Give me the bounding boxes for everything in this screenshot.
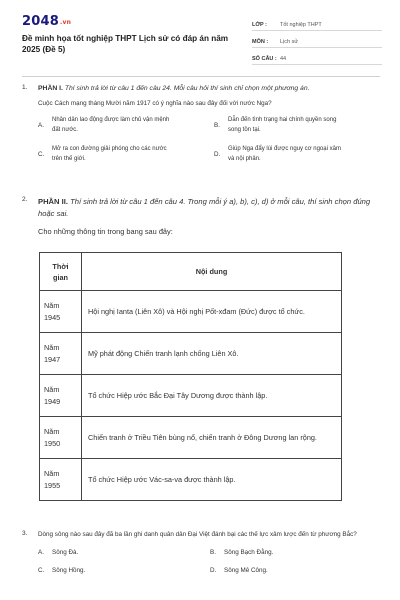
part-label: PHẦN II. xyxy=(38,197,68,206)
option-letter: B. xyxy=(210,548,216,556)
option-text: Sông Mê Công. xyxy=(224,566,268,574)
question-number: 1. xyxy=(22,84,28,91)
meta-row-subject xyxy=(252,31,382,48)
meta-value: Lịch sử xyxy=(280,39,299,45)
time-year: 1949 xyxy=(44,396,61,406)
table-row xyxy=(40,333,342,375)
table-row xyxy=(40,417,342,459)
option-text: Nhân dân lao động được làm chủ vận mệnh đất nước. xyxy=(52,117,170,133)
option-a[interactable] xyxy=(38,549,210,556)
logo-suffix: .vn xyxy=(59,19,72,26)
events-table xyxy=(39,252,342,501)
option-text: Sông Bạch Đằng. xyxy=(224,548,274,556)
meta-value: 44 xyxy=(280,56,287,62)
option-a[interactable] xyxy=(38,116,204,135)
document-title: Đề minh họa tốt nghiệp THPT Lịch sử có đáp án năm 2025 (Đề 5) xyxy=(22,34,229,54)
meta-row-count xyxy=(252,48,382,65)
row-content: Hội nghị Ianta (Liên Xô) và Hội nghị Pốt-xđam (Đức) được tổ chức. xyxy=(82,291,342,333)
exam-meta xyxy=(252,14,382,65)
row-time xyxy=(40,333,82,375)
option-d[interactable] xyxy=(210,567,370,574)
option-text: Sông Đà. xyxy=(52,548,79,556)
header-content: Nội dung xyxy=(82,253,342,291)
option-d[interactable] xyxy=(214,145,380,164)
option-c[interactable] xyxy=(38,567,210,574)
table-header-row xyxy=(40,253,342,291)
header-divider xyxy=(22,76,380,77)
table-intro: Cho những thông tin trong bang sau đây: xyxy=(38,227,173,236)
question-2 xyxy=(22,196,380,236)
question-number: 3. xyxy=(22,530,28,537)
time-year: 1950 xyxy=(44,438,61,448)
part-instruction xyxy=(38,84,380,94)
option-letter: C. xyxy=(38,566,45,574)
table-row xyxy=(40,459,342,501)
part-instruction-text: Thí sinh trả lời từ câu 1 đến câu 24. Mỗi câu hỏi thí sinh chỉ chọn một phương án. xyxy=(64,85,310,92)
question-1 xyxy=(22,84,380,164)
question-3 xyxy=(22,530,380,574)
logo-text: 2048 xyxy=(22,14,59,29)
time-word: Năm xyxy=(44,342,60,352)
time-year: 1945 xyxy=(44,312,61,322)
header-time-line1: Thời xyxy=(52,261,69,271)
option-letter: B. xyxy=(214,121,220,129)
meta-label: LỚP : xyxy=(252,22,267,28)
time-word: Năm xyxy=(44,384,60,394)
time-word: Năm xyxy=(44,300,60,310)
option-b[interactable] xyxy=(214,116,380,135)
table-row xyxy=(40,291,342,333)
part-instruction xyxy=(38,196,380,219)
meta-label: SỐ CÂU : xyxy=(252,56,277,62)
option-c[interactable] xyxy=(38,145,204,164)
time-year: 1947 xyxy=(44,354,61,364)
question-number: 2. xyxy=(22,196,28,203)
time-word: Năm xyxy=(44,426,60,436)
option-text: Mở ra con đường giải phóng cho các nước trên thế giới. xyxy=(52,146,167,162)
row-content: Tổ chức Hiệp ước Bắc Đại Tây Dương được thành lập. xyxy=(82,375,342,417)
option-letter: D. xyxy=(210,566,217,574)
part-instruction-text: Thí sinh trả lời từ câu 1 đến câu 4. Trong mỗi ý a), b), c), d) ở mỗi câu, thí sinh chọn đúng hoặc sai. xyxy=(38,197,371,218)
option-letter: A. xyxy=(38,548,44,556)
time-year: 1955 xyxy=(44,480,61,490)
option-text: Sông Hồng. xyxy=(52,566,86,574)
option-letter: D. xyxy=(214,150,221,158)
option-text: Giúp Nga đẩy lùi được nguy cơ ngoại xâm và nội phản. xyxy=(228,146,341,162)
meta-value: Tốt nghiệp THPT xyxy=(280,22,322,28)
row-content: Tổ chức Hiệp ước Vác-sa-va được thành lập. xyxy=(82,459,342,501)
row-content: Chiến tranh ở Triều Tiên bùng nổ, chiến tranh ở Đông Dương lan rộng. xyxy=(82,417,342,459)
answer-options xyxy=(38,116,380,164)
option-letter: C. xyxy=(38,150,45,158)
table-row xyxy=(40,375,342,417)
row-content: Mỹ phát động Chiến tranh lạnh chống Liên Xô. xyxy=(82,333,342,375)
header-time xyxy=(40,253,82,291)
option-b[interactable] xyxy=(210,549,370,556)
site-logo[interactable] xyxy=(22,14,71,29)
meta-row-class xyxy=(252,14,382,31)
part-label: PHẦN I. xyxy=(38,85,63,92)
question-text: Cuộc Cách mạng tháng Mười năm 1917 có ý nghĩa nào sau đây đối với nước Nga? xyxy=(38,100,272,107)
row-time xyxy=(40,291,82,333)
option-text: Dẫn đến tình trạng hai chính quyền song song tồn tại. xyxy=(228,117,337,133)
row-time xyxy=(40,375,82,417)
row-time xyxy=(40,459,82,501)
header-time-line2: gian xyxy=(53,272,68,282)
question-text: Dòng sông nào sau đây đã ba lần ghi danh quân dân Đại Việt đánh bại các thế lực xâm lược đến từ phương Bắc? xyxy=(38,531,357,538)
option-letter: A. xyxy=(38,121,44,129)
page-header xyxy=(0,0,400,72)
meta-label: MÔN : xyxy=(252,39,269,45)
time-word: Năm xyxy=(44,468,60,478)
row-time xyxy=(40,417,82,459)
answer-options xyxy=(38,549,380,574)
